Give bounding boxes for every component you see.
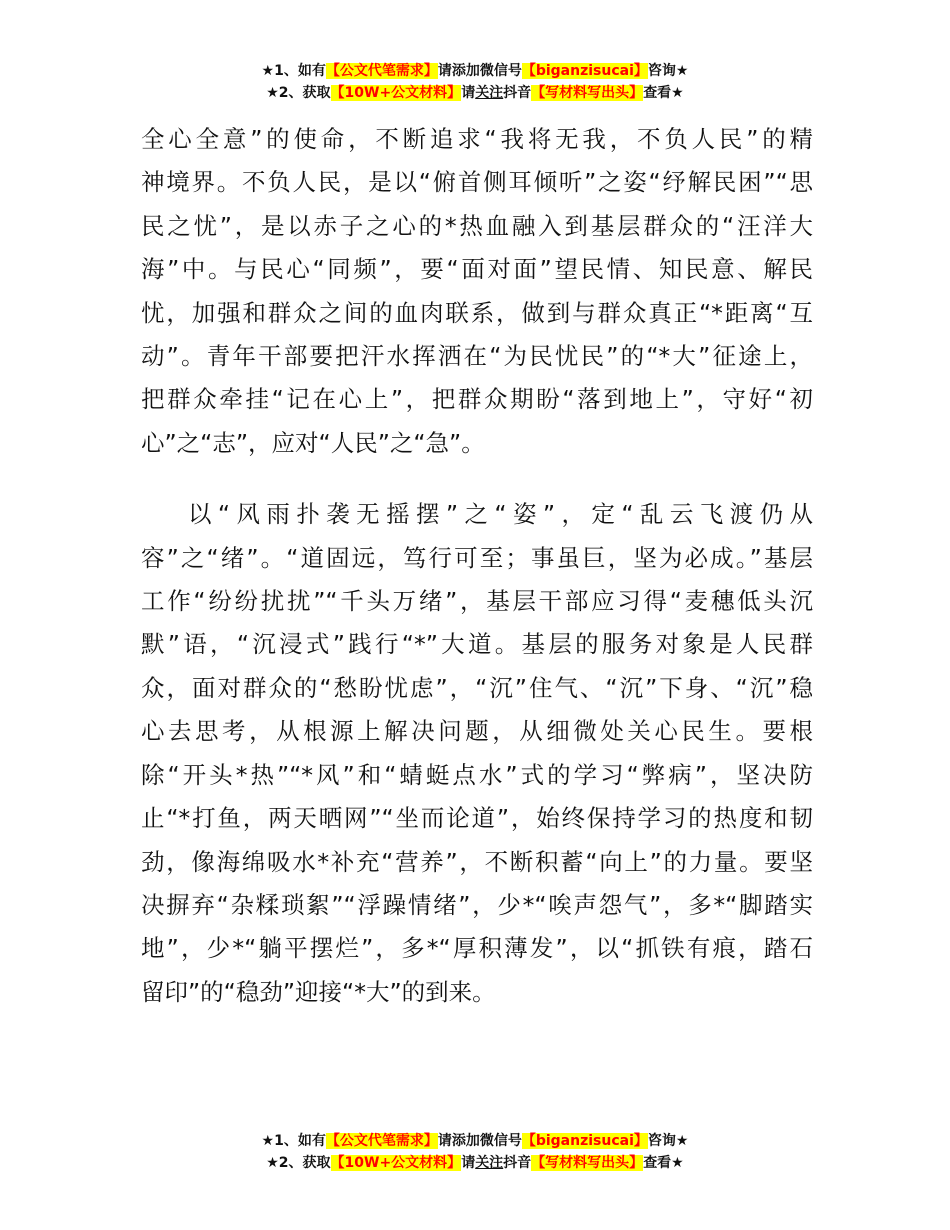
footer-line2-highlight-materials: 【10W+公文材料】 bbox=[330, 1155, 462, 1171]
paragraph-2-line: 以“风雨扑袭无摇摆”之“姿”，定“乱云飞渡仍从 bbox=[188, 500, 813, 529]
header-line2-prefix: ★2、获取 bbox=[266, 85, 331, 101]
header-banner bbox=[0, 60, 950, 104]
footer-banner bbox=[0, 1130, 950, 1174]
document-body bbox=[141, 118, 813, 1014]
header-line1-highlight-service: 【公文代笔需求】 bbox=[325, 63, 438, 79]
header-line1-mid: 请添加微信号 bbox=[437, 63, 522, 79]
header-line2-suffix: 查看★ bbox=[643, 85, 684, 101]
paragraph-1-line: 动”。青年干部要把汗水挥洒在“为民忧民”的“*大”征途上， bbox=[141, 342, 813, 371]
paragraph-2 bbox=[141, 493, 813, 1014]
header-line-2 bbox=[0, 82, 950, 104]
paragraph-2-line: 默”语，“沉浸式”践行“*”大道。基层的服务对象是人民群 bbox=[141, 630, 813, 659]
header-line2-highlight-materials: 【10W+公文材料】 bbox=[330, 85, 462, 101]
paragraph-1-line: 心”之“志”，应对“人民”之“急”。 bbox=[141, 428, 485, 457]
paragraph-2-line: 劲，像海绵吸水*补充“营养”，不断积蓄“向上”的力量。要坚 bbox=[141, 847, 813, 876]
footer-line1-highlight-wechat: 【biganzisucai】 bbox=[521, 1133, 648, 1149]
footer-line1-suffix: 咨询★ bbox=[647, 1133, 689, 1149]
paragraph-1-line: 全心全意”的使命，不断追求“我将无我，不负人民”的精 bbox=[141, 125, 813, 153]
footer-line2-mid-follow: 关注 bbox=[475, 1155, 504, 1171]
paragraph-2-line: 容”之“绪”。“道固远，笃行可至；事虽巨，坚为必成。”基层 bbox=[141, 543, 813, 572]
header-line-1 bbox=[0, 60, 950, 82]
paragraph-1-line: 把群众牵挂“记在心上”，把群众期盼“落到地上”，守好“初 bbox=[141, 385, 813, 414]
footer-line2-prefix: ★2、获取 bbox=[266, 1155, 331, 1171]
footer-line2-mid-a: 请 bbox=[461, 1155, 476, 1171]
footer-line1-highlight-service: 【公文代笔需求】 bbox=[325, 1133, 438, 1149]
header-line1-prefix: ★1、如有 bbox=[261, 63, 326, 79]
paragraph-2-line: 留印”的“稳劲”迎接“*大”的到来。 bbox=[141, 977, 496, 1006]
footer-line2-mid-c: 抖音 bbox=[503, 1155, 532, 1171]
paragraph-2-line: 止“*打鱼，两天晒网”“坐而论道”，始终保持学习的热度和韧 bbox=[141, 804, 813, 833]
paragraph-2-line: 工作“纷纷扰扰”“千头万绪”，基层干部应习得“麦穗低头沉 bbox=[141, 587, 813, 616]
header-line1-suffix: 咨询★ bbox=[647, 63, 689, 79]
footer-line1-mid: 请添加微信号 bbox=[437, 1133, 522, 1149]
paragraph-1-line: 忧，加强和群众之间的血肉联系，做到与群众真正“*距离“互 bbox=[141, 298, 813, 327]
paragraph-2-line: 众，面对群众的“愁盼忧虑”，“沉”住气、“沉”下身、“沉”稳 bbox=[141, 673, 813, 702]
paragraph-2-line: 除“开头*热”“*风”和“蜻蜓点水”式的学习“弊病”，坚决防 bbox=[141, 760, 813, 789]
header-line1-highlight-wechat: 【biganzisucai】 bbox=[521, 63, 648, 79]
header-line2-mid-a: 请 bbox=[461, 85, 476, 101]
header-line2-mid-follow: 关注 bbox=[475, 85, 504, 101]
paragraph-1-line: 民之忧”，是以赤子之心的*热血融入到基层群众的“汪洋大 bbox=[141, 211, 813, 240]
paragraph-2-line: 地”，少*“躺平摆烂”，多*“厚积薄发”，以“抓铁有痕，踏石 bbox=[141, 934, 813, 963]
paragraph-1-line: 海”中。与民心“同频”，要“面对面”望民情、知民意、解民 bbox=[141, 255, 813, 284]
footer-line-1 bbox=[0, 1130, 950, 1152]
paragraph-2-line: 心去思考，从根源上解决问题，从细微处关心民生。要根 bbox=[141, 717, 813, 746]
paragraph-2-line: 决摒弃“杂糅琐絮”“浮躁情绪”，少*“唉声怨气”，多*“脚踏实 bbox=[141, 890, 813, 919]
footer-line-2 bbox=[0, 1152, 950, 1174]
paragraph-1-line: 神境界。不负人民，是以“俯首侧耳倾听”之姿“纾解民困”“思 bbox=[141, 168, 813, 197]
footer-line2-highlight-account: 【写材料写出头】 bbox=[531, 1155, 644, 1171]
header-line2-mid-c: 抖音 bbox=[503, 85, 532, 101]
header-line2-highlight-account: 【写材料写出头】 bbox=[531, 85, 644, 101]
paragraph-1 bbox=[141, 118, 813, 465]
footer-line2-suffix: 查看★ bbox=[643, 1155, 684, 1171]
footer-line1-prefix: ★1、如有 bbox=[261, 1133, 326, 1149]
